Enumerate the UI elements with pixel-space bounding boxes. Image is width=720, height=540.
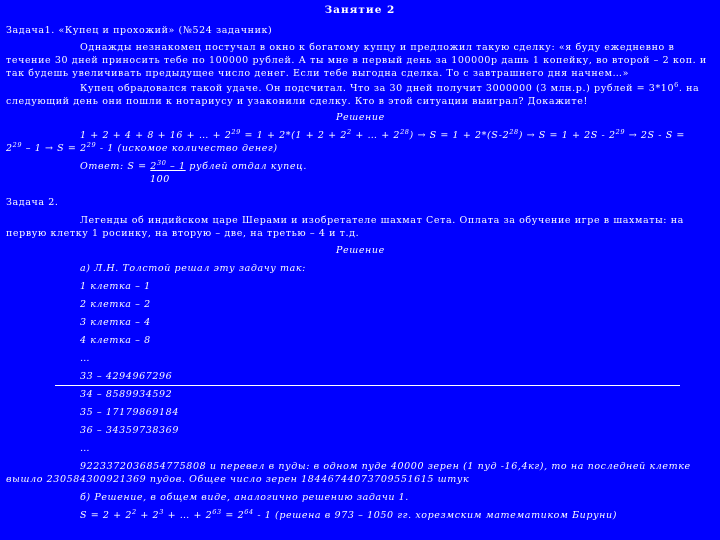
cell-row: 35 – 17179869184 bbox=[80, 407, 179, 418]
task2-part-a-intro: а) Л.Н. Толстой решал эту задачу так: bbox=[80, 263, 306, 274]
task1-heading: Задача1. «Купец и прохожий» (№524 задачник) bbox=[6, 25, 273, 36]
cell-row: 33 – 4294967296 bbox=[80, 371, 173, 382]
task1-p4-exponent: 6 bbox=[674, 80, 679, 89]
task1-paragraph-line2: течение 30 дней приносить тебе по 100000 рублей. А ты мне в первый день за 100000р дашь 1 копейку, во второй – 2 коп. и bbox=[6, 55, 707, 66]
task2-solution-label: Решение bbox=[336, 245, 385, 256]
task2-paragraph-line2: первую клетку 1 росинку, на вторую – две, на третью – 4 и т.д. bbox=[6, 228, 360, 239]
task1-paragraph-line5: следующий день они пошли к нотариусу и узаконили сделку. Кто в этой ситуации выиграл? Докажите! bbox=[6, 96, 588, 107]
divider-line bbox=[55, 385, 680, 386]
cell-row: 1 клетка – 1 bbox=[80, 281, 151, 292]
cell-row: … bbox=[80, 353, 91, 364]
task1-equation-line1: 1 + 2 + 4 + 8 + 16 + … + $2^{29} = 1 + 2*(1 + 2 + 2^2$ + … + $2^{28}) \to S = 1 + 2*(S-2^{28}) \to S = 1 + 2S - 2^{29} \to 2S - S$ = bbox=[80, 127, 685, 141]
answer-numerator: $2^{30} - 1$ bbox=[150, 158, 186, 172]
task2-big-number-line2: вышло 230584300921369 пудов. Общее число зерен 18446744073709551615 штук bbox=[6, 474, 470, 485]
task2-paragraph-line1: Легенды об индийском царе Шерами и изобретателе шахмат Сета. Оплата за обучение игре в шахматы: на bbox=[80, 215, 684, 226]
task1-p4-text: Купец обрадовался такой удаче. Он подсчитал. Что за 30 дней получит 3000000 (3 млн.р.) рублей = 3*10 bbox=[80, 83, 675, 94]
page-title: Занятие 2 bbox=[324, 4, 396, 16]
cell-row: 36 – 34359738369 bbox=[80, 425, 179, 436]
task1-paragraph-line4 bbox=[80, 80, 700, 94]
cell-row: 34 – 8589934592 bbox=[80, 389, 173, 400]
task1-solution-label: Решение bbox=[336, 112, 385, 123]
cell-row: 3 клетка – 4 bbox=[80, 317, 151, 328]
task1-p4-end: . на bbox=[678, 83, 700, 94]
task1-paragraph-line1: Однажды незнакомец постучал в окно к богатому купцу и предложил такую сделку: «я буду ежедневно в bbox=[80, 42, 675, 53]
answer-denominator: 100 bbox=[150, 174, 170, 185]
cell-row: 2 клетка – 2 bbox=[80, 299, 151, 310]
task2-big-number-line1: 9223372036854775808 и перевел в пуды: в одном пуде 40000 зерен (1 пуд -16,4кг), то на последней клетке bbox=[80, 461, 691, 472]
task2-final-formula: $S = 2 + 2^2 + 2^3$ + … + $2^{63} = 2^{64} - 1$ (решена в 973 – 1050 гг. хорезмским математиком Бируни) bbox=[80, 507, 618, 521]
task2-heading: Задача 2. bbox=[6, 197, 59, 208]
task1-answer: Ответ: $S = 2^{30} - 1$ рублей отдал купец. bbox=[80, 158, 307, 172]
task1-paragraph-line3: так будешь увеличивать предыдущее число денег. Если тебе выгодна сделка. То с завтрашнего дня начнем…» bbox=[6, 68, 630, 79]
cell-row: … bbox=[80, 443, 91, 454]
task1-equation-line2: $2^{29} - 1 \to S = 2^{29} - 1$ (искомое количество денег) bbox=[6, 140, 278, 154]
task2-part-b: б) Решение, в общем виде, аналогично решению задачи 1. bbox=[80, 492, 409, 503]
cell-row: 4 клетка – 8 bbox=[80, 335, 151, 346]
